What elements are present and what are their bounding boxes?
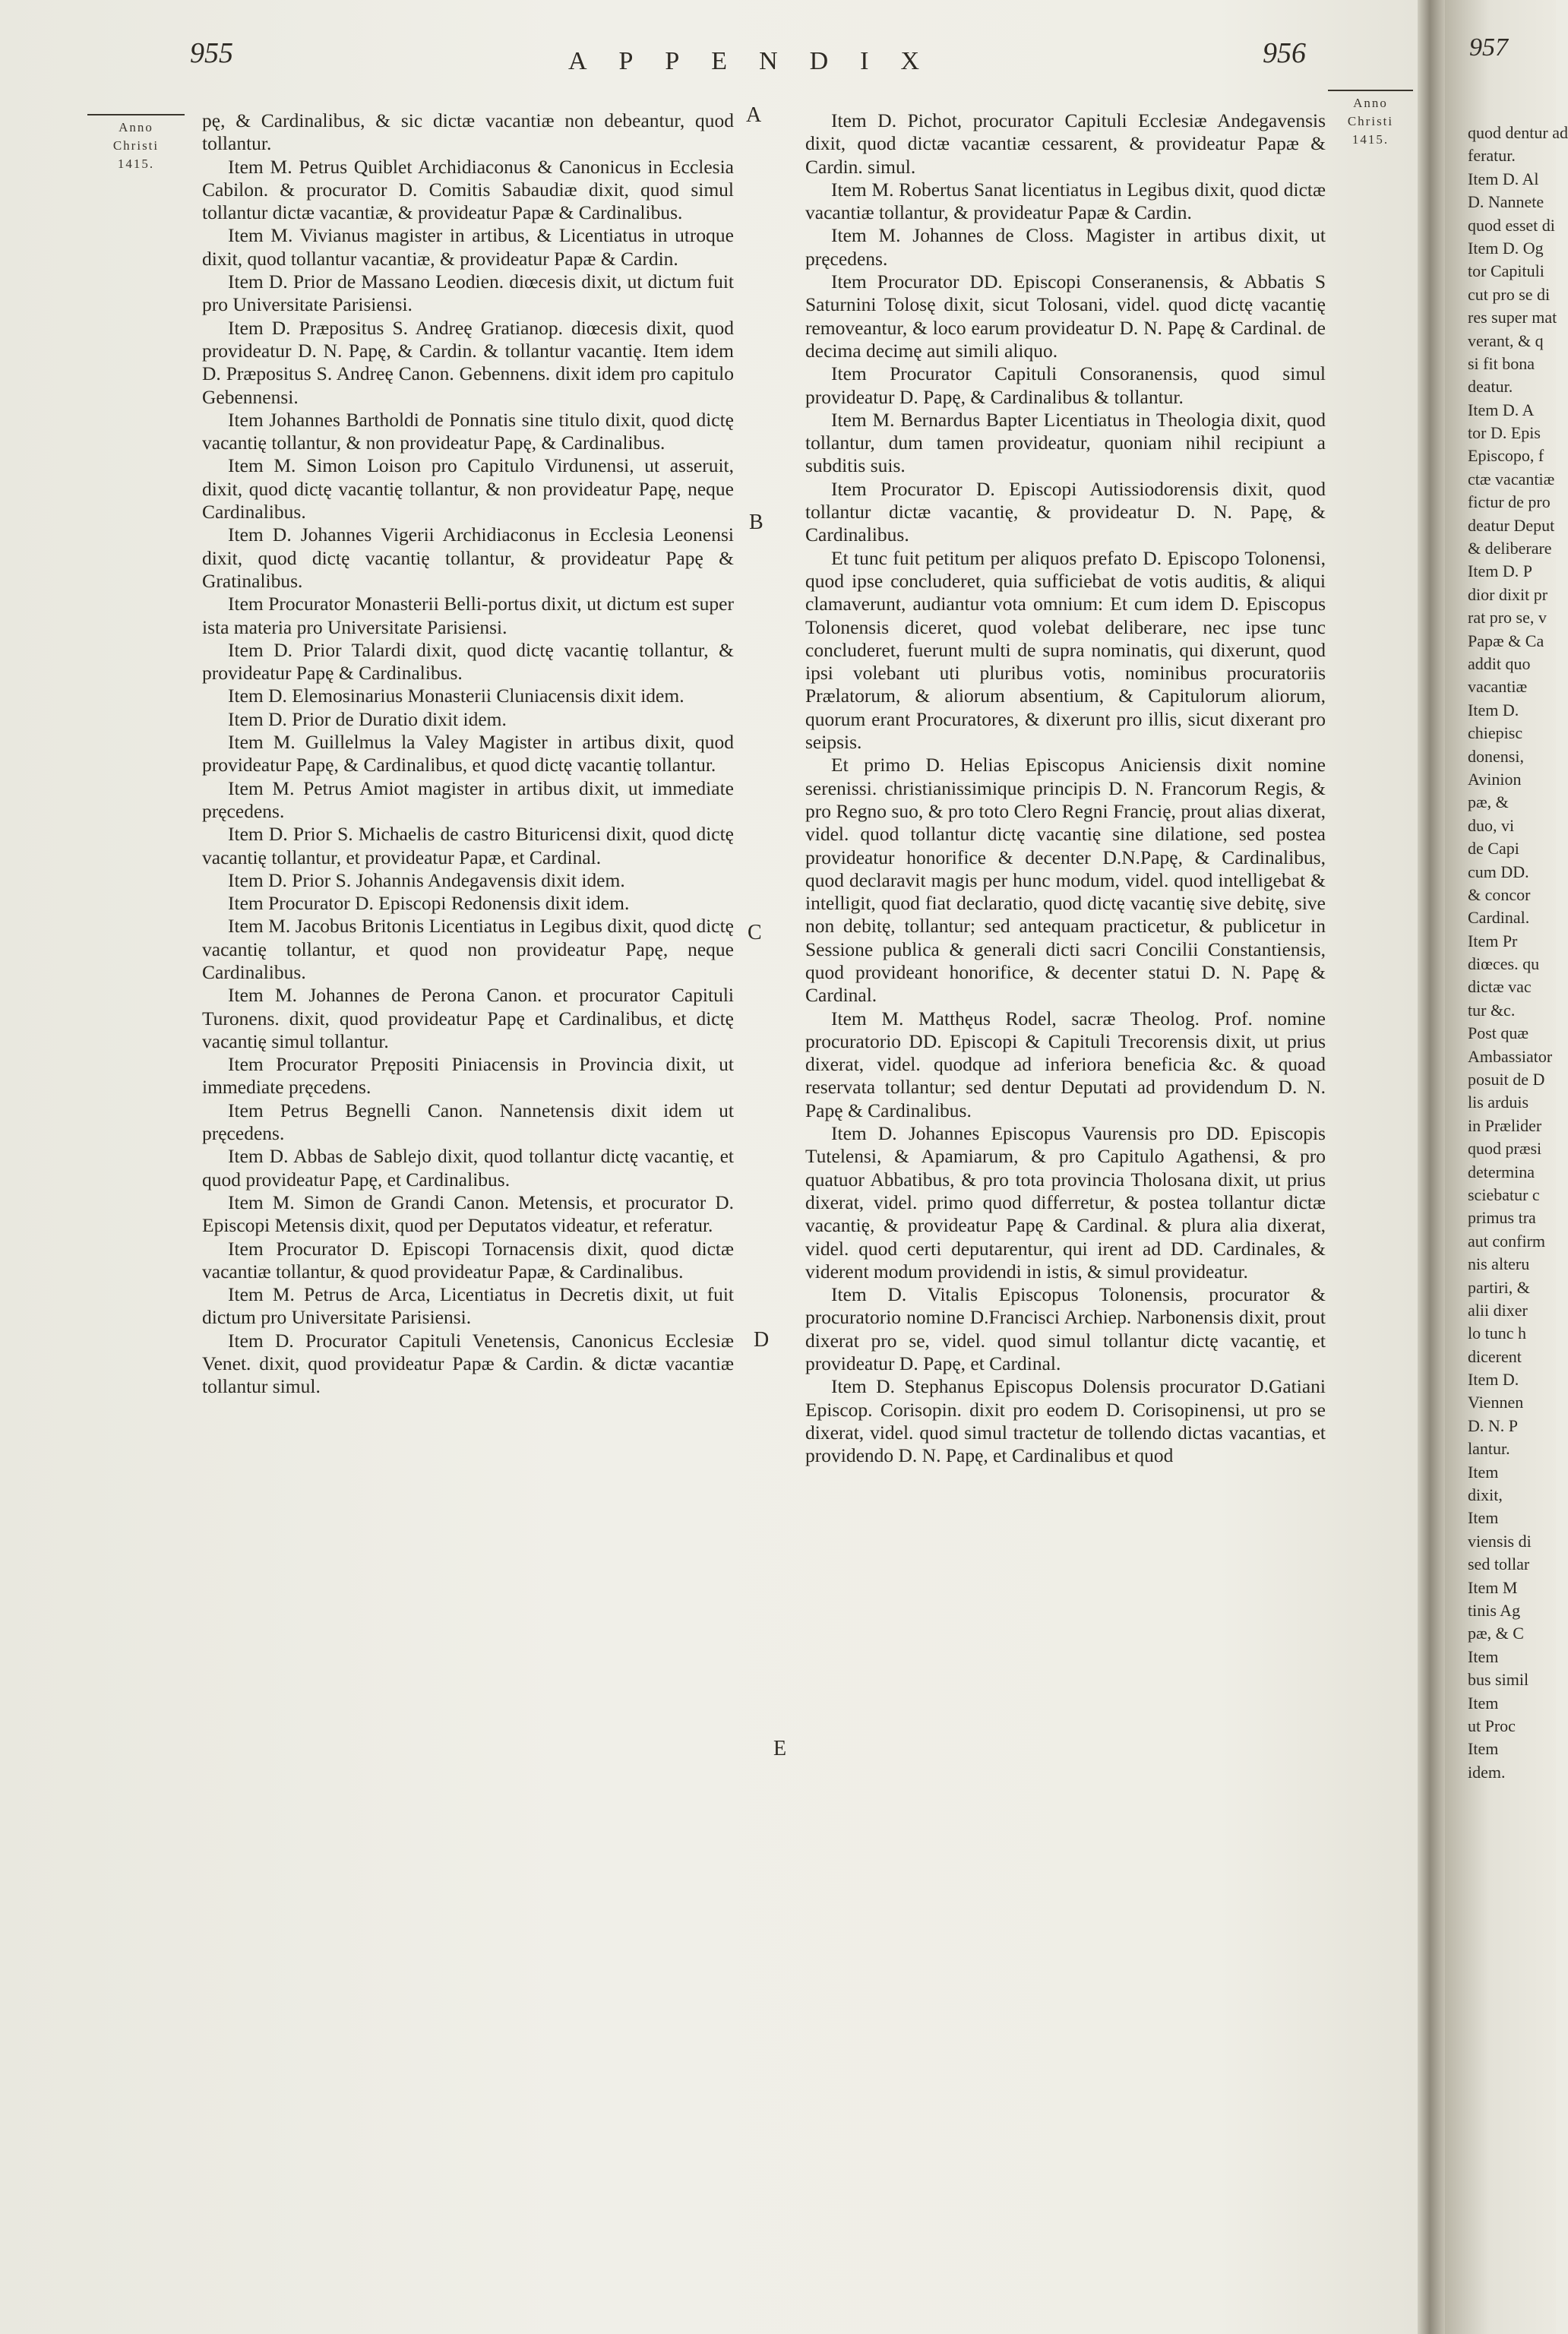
next-page-line: duo, vi xyxy=(1468,815,1515,835)
paragraph: Item M. Guillelmus la Valey Magister in artibus dixit, quod provideatur Papę, & Cardinalibus, et quod dictę vacantię tollantur. xyxy=(202,731,734,776)
next-page-line: Cardinal. xyxy=(1468,908,1530,928)
next-page-line: Post quæ xyxy=(1468,1023,1529,1043)
paragraph: Item D. Prior S. Michaelis de castro Bituricensi dixit, quod dictę vacantię tollantur, et provideatur Papæ, et Cardinal. xyxy=(202,823,734,868)
next-page-line: quod dentur ad xyxy=(1468,123,1568,142)
next-page-line: tinis Ag xyxy=(1468,1601,1521,1620)
next-page-line: idem. xyxy=(1468,1762,1506,1782)
next-page-line: cum DD. xyxy=(1468,862,1529,881)
paragraph: Item D. Stephanus Episcopus Dolensis procurator D.Gatiani Episcop. Corisopin. dixit pro eodem D. Corisopinensi, ut pro se dixerat, videl. quod simul tractetur de tollendo dictas vacantias, et providendo D. N. Papę, et Cardinalibus et quod xyxy=(805,1375,1326,1467)
paragraph: Item Procurator Prępositi Piniacensis in Provincia dixit, ut immediate pręcedens. xyxy=(202,1053,734,1099)
paragraph: Et primo D. Helias Episcopus Aniciensis dixit nomine serenissi. christianissimique principis D. N. Francorum Regis, & pro Regno suo, & pro toto Clero Regni Francię, prout alias dixerat, videl. quod tollantur dictę vacantię sine dilatione, sed postea provideatur honorifice & decenter D.N.Papę, & Cardinalibus, quod declaravit magis per hunc modum, videl. quod intelligebat & intelligit, quod fiat declaratio, quod dictę vacantię sive debitę, sive non debitę, tollantur; sed antequam practicetur, & publicetur in Sessione publica & generali dicti sacri Concilii Constantiensis, quod provideant honorifice, & decenter statui D. N. Papę & Cardinal. xyxy=(805,754,1326,1007)
next-page-line: pæ, & C xyxy=(1468,1624,1524,1643)
anno-word: Anno xyxy=(119,120,153,134)
book-gutter xyxy=(1418,0,1445,2334)
next-page-line: Item xyxy=(1468,1693,1499,1713)
paragraph: Item D. Johannes Episcopus Vaurensis pro DD. Episcopis Tutelensi, & Apamiarum, & pro Capitulo Agathensi, & pro quatuor Abbatibus, & pro tota provincia Tholosana dixit, ut prius dixerat, videl. primo quod differretur, & postea tollantur dictæ vacantię, & provideatur Papę & Cardinal. & plura alia dixerat, videl. quod certi deputarentur, qui irent ad DD. Cardinales, & viderent modum providendi in istis, & simul provideatur. xyxy=(805,1122,1326,1282)
next-page-line: tor D. Epis xyxy=(1468,423,1541,443)
paragraph: Et tunc fuit petitum per aliquos prefato D. Episcopo Tolonensi, quod ipse concluderet, quia sufficiebat de votis auditis, & aliqui clamaverunt, audiantur vota omnium: Et cum idem D. Episcopus Tolonensis diceret, quod volebat deliberare, nec ipse tunc concluderet, fuerunt multi de supra nominatis, qui dixerunt, quod ipsi volebant uti pluribus votis, nominibus procuratoriis Prælatorum, & aliorum absentium, & Capitulorum aliorum, quorum erant Procuratores, & dixerunt pro illis, sicut dixerant pro seipsis. xyxy=(805,546,1326,754)
next-page-line: rat pro se, v xyxy=(1468,608,1547,628)
next-page-line: Item xyxy=(1468,1739,1499,1759)
next-page-line: dictæ vac xyxy=(1468,977,1532,997)
paragraph: Item D. Prior Talardi dixit, quod dictę vacantię tollantur, & provideatur Papę & Cardinalibus. xyxy=(202,638,734,685)
paragraph: Item Procurator Monasterii Belli-portus dixit, ut dictum est super ista materia pro Universitate Parisiensi. xyxy=(202,593,734,638)
next-page-line: chiepisc xyxy=(1468,723,1523,743)
margin-rule xyxy=(87,114,185,115)
right-text-column xyxy=(805,109,1326,1468)
anno-word: Anno xyxy=(1353,96,1388,110)
paragraph: Item D. Abbas de Sablejo dixit, quod tollantur dictę vacantię, et quod provideatur Papę, et Cardinalibus. xyxy=(202,1145,734,1191)
paragraph: Item M. Jacobus Britonis Licentiatus in Legibus dixit, quod dictę vacantię tollantur, et quod non provideatur Papę, neque Cardinalibus. xyxy=(202,915,734,983)
next-page-line: feratur. xyxy=(1468,146,1516,166)
next-page-line: sciebatur c xyxy=(1468,1184,1540,1204)
year-value: 1415. xyxy=(117,157,155,171)
paragraph: Item M. Johannes de Closs. Magister in artibus dixit, ut pręcedens. xyxy=(805,224,1326,270)
next-page-line: donensi, xyxy=(1468,746,1524,766)
next-page-line: D. Nannete xyxy=(1468,192,1544,212)
next-page-line: determina xyxy=(1468,1162,1535,1181)
paragraph: Item D. Prior de Massano Leodien. diœcesis dixit, ut dictum fuit pro Universitate Parisiensi. xyxy=(202,270,734,316)
paragraph: Item Petrus Begnelli Canon. Nannetensis dixit idem ut pręcedens. xyxy=(202,1099,734,1145)
paragraph: Item Johannes Bartholdi de Ponnatis sine titulo dixit, quod dictę vacantię tollantur, & non provideatur Papę, & Cardinalibus. xyxy=(202,408,734,454)
next-page-line: Item D. xyxy=(1468,700,1519,719)
page-number-next: 957 xyxy=(1469,33,1508,62)
next-page-line: lantur. xyxy=(1468,1439,1510,1459)
paragraph: Item D. Præpositus S. Andreę Gratianop. diœcesis dixit, quod provideatur D. N. Papę, & Cardin. & tollantur vacantię. Item idem D. Præpositus S. Andreę Canon. Gebennens. dixit idem pro capitulo Gebennensi. xyxy=(202,316,734,408)
paragraph: Item M. Petrus Quiblet Archidiaconus & Canonicus in Ecclesia Cabilon. & procurator D. Comitis Sabaudiæ dixit, quod simul tollantur dictæ vacantiæ, & provideatur Papæ & Cardinalibus. xyxy=(202,155,734,224)
paragraph: Item Procurator Capituli Consoranensis, quod simul provideatur D. Papę, & Cardinalibus & tollantur. xyxy=(805,362,1326,408)
next-page-line: si fit bona xyxy=(1468,353,1535,373)
next-page-line: bus simil xyxy=(1468,1670,1529,1690)
next-page-line: & concor xyxy=(1468,884,1531,904)
next-page-line: dicerent xyxy=(1468,1346,1522,1366)
paragraph: Item M. Robertus Sanat licentiatus in Legibus dixit, quod dictæ vacantiæ tollantur, & provideatur Papæ & Cardin. xyxy=(805,178,1326,224)
section-letter-b: B xyxy=(749,511,763,534)
paragraph: Item M. Vivianus magister in artibus, & Licentiatus in utroque dixit, quod tollantur vacantiæ, & provideatur Papæ & Cardin. xyxy=(202,224,734,270)
margin-rule xyxy=(1328,90,1413,91)
year-marginal-left xyxy=(87,114,185,173)
next-page-line: deatur. xyxy=(1468,377,1513,397)
page-number-left: 955 xyxy=(190,37,233,69)
next-page-line: Item xyxy=(1468,1508,1499,1528)
next-page-line: Item D. xyxy=(1468,1370,1519,1390)
paragraph: Item Procurator DD. Episcopi Conseranensis, & Abbatis S Saturnini Tolosę dixit, sicut Tolosani, videl. quod dictę vacantię removeantur, & loco earum provideatur D. N. Papę & Cardinal. de decima decimę aut simili aliquo. xyxy=(805,270,1326,362)
next-page-line: Item D. Al xyxy=(1468,169,1539,188)
next-page-line: verant, & q xyxy=(1468,330,1544,350)
next-page-line: ut Proc xyxy=(1468,1716,1516,1735)
next-page-line: lo tunc h xyxy=(1468,1324,1526,1343)
paragraph: Item D. Elemosinarius Monasterii Cluniacensis dixit idem. xyxy=(228,685,684,707)
next-page-line: lis arduis xyxy=(1468,1093,1529,1112)
next-page-line: in Prælider xyxy=(1468,1115,1542,1135)
next-page-line: partiri, & xyxy=(1468,1277,1530,1297)
next-page-line: Item D. P xyxy=(1468,561,1532,581)
paragraph: Item M. Simon Loison pro Capitulo Virdunensi, ut asseruit, dixit, quod dictę vacantię tollantur, & non provideatur Papę, neque Cardinalibus. xyxy=(202,454,734,523)
next-page-line: Papæ & Ca xyxy=(1468,631,1544,650)
next-page-line: pæ, & xyxy=(1468,792,1509,812)
section-letter-c: C xyxy=(748,921,762,944)
next-page-line: cut pro se di xyxy=(1468,284,1551,304)
christi-word: Christi xyxy=(1347,114,1394,128)
next-page-line: de Capi xyxy=(1468,839,1519,859)
next-page-line: quod esset di xyxy=(1468,215,1555,235)
next-page-line: nis alteru xyxy=(1468,1254,1530,1274)
paragraph: Item D. Johannes Vigerii Archidiaconus in Ecclesia Leonensi dixit, quod dictę vacantię tollantur, & provideatur Papę & Gratinalibus. xyxy=(202,523,734,592)
running-title: APPENDIX xyxy=(567,47,952,75)
paragraph: Item M. Bernardus Bapter Licentiatus in Theologia dixit, quod tollantur, dum tamen provideatur, quoniam nihil recipiunt a subditis suis. xyxy=(805,408,1326,477)
next-page-text-fragments xyxy=(1468,122,1568,1784)
next-page-line: tor Capituli xyxy=(1468,261,1544,281)
paragraph: Item D. Prior de Duratio dixit idem. xyxy=(228,707,507,730)
paragraph: Item M. Matthęus Rodel, sacræ Theolog. Prof. nomine procuratorio DD. Episcopi & Capituli Trecorensis dixit, ut prius dixerat, videl. quodque ad inferiora beneficia &c. & quoad reservata tollantur; sed dentur Deputati ad providendum D. N. Papę & Cardinalibus. xyxy=(805,1007,1326,1121)
next-page-line: D. N. P xyxy=(1468,1415,1519,1435)
next-page-line: Viennen xyxy=(1468,1393,1524,1412)
next-page-line: viensis di xyxy=(1468,1531,1532,1551)
next-page-line: Ambassiator xyxy=(1468,1046,1553,1066)
next-page-line: & deliberare xyxy=(1468,539,1552,558)
paragraph: Item M. Petrus Amiot magister in artibus dixit, ut immediate pręcedens. xyxy=(202,776,734,822)
year-marginal-right xyxy=(1328,90,1413,149)
next-page-line: Item D. A xyxy=(1468,400,1535,419)
next-page-line: dior dixit pr xyxy=(1468,584,1548,604)
next-page-line: posuit de D xyxy=(1468,1070,1545,1090)
next-page-line: Item M xyxy=(1468,1577,1518,1597)
section-letter-a: A xyxy=(746,103,762,127)
next-page-line: Item xyxy=(1468,1462,1499,1482)
next-page-line: primus tra xyxy=(1468,1208,1536,1228)
next-page-line: aut confirm xyxy=(1468,1231,1546,1251)
paragraph: Item Procurator D. Episcopi Autissiodorensis dixit, quod tollantur dictæ vacantię, & provideatur D. N. Papę, & Cardinalibus. xyxy=(805,477,1326,546)
left-text-column xyxy=(202,109,734,1399)
next-page-line: ctæ vacantiæ xyxy=(1468,469,1555,489)
next-page-line: addit quo xyxy=(1468,653,1531,673)
paragraph: Item M. Johannes de Perona Canon. et procurator Capituli Turonens. dixit, quod provideatur Papę et Cardinalibus, et dictę vacantię simul tollantur. xyxy=(202,984,734,1052)
paragraph: Item D. Prior S. Johannis Andegavensis dixit idem. xyxy=(228,868,625,891)
paragraph: Item M. Simon de Grandi Canon. Metensis, et procurator D. Episcopi Metensis dixit, quod per Deputatos videatur, et referatur. xyxy=(202,1191,734,1237)
paragraph: Item M. Petrus de Arca, Licentiatus in Decretis dixit, ut fuit dictum pro Universitate Parisiensi. xyxy=(202,1283,734,1329)
year-value: 1415. xyxy=(1351,132,1389,147)
section-letter-e: E xyxy=(773,1737,787,1760)
next-page-line: Avinion xyxy=(1468,769,1522,789)
next-page-line: Item xyxy=(1468,1646,1499,1666)
next-page-line: Episcopo, f xyxy=(1468,446,1544,466)
paragraph: Item D. Procurator Capituli Venetensis, Canonicus Ecclesiæ Venet. dixit, quod provideatur Papæ & Cardin. & dictæ vacantiæ tollantur simul. xyxy=(202,1329,734,1398)
next-page-line: vacantiæ xyxy=(1468,677,1528,697)
next-page-line: sed tollar xyxy=(1468,1554,1530,1574)
christi-word: Christi xyxy=(112,138,160,153)
next-page-line: Item Pr xyxy=(1468,931,1518,950)
next-page-line: fictur de pro xyxy=(1468,492,1551,512)
next-page-line: dixit, xyxy=(1468,1485,1503,1505)
section-letter-d: D xyxy=(754,1328,770,1352)
paragraph: Item Procurator D. Episcopi Tornacensis dixit, quod dictæ vacantiæ tollantur, & quod provideatur Papæ, & Cardinalibus. xyxy=(202,1237,734,1282)
next-page-line: diœces. qu xyxy=(1468,954,1540,974)
paragraph: pę, & Cardinalibus, & sic dictæ vacantiæ non debeantur, quod tollantur. xyxy=(202,109,734,155)
next-page-line: Item D. Og xyxy=(1468,238,1544,258)
page-number-right: 956 xyxy=(1263,37,1306,69)
paragraph: Item D. Vitalis Episcopus Tolonensis, procurator & procuratorio nomine D.Francisci Archiep. Narbonensis dixit, prout dixerat pro se, videl. quod simul tollantur dictę vacantię, et provideatur D. Papę, et Cardinal. xyxy=(805,1283,1326,1375)
next-page-line: quod præsi xyxy=(1468,1139,1542,1159)
next-page-line: deatur Deput xyxy=(1468,515,1555,535)
next-page-line: tur &c. xyxy=(1468,1000,1516,1020)
next-page-line: res super mat xyxy=(1468,308,1557,327)
paragraph: Item D. Pichot, procurator Capituli Ecclesiæ Andegavensis dixit, quod dictæ vacantiæ cessarent, & provideatur Papæ & Cardin. simul. xyxy=(805,109,1326,178)
paragraph: Item Procurator D. Episcopi Redonensis dixit idem. xyxy=(228,892,630,915)
next-page-line: alii dixer xyxy=(1468,1300,1528,1320)
